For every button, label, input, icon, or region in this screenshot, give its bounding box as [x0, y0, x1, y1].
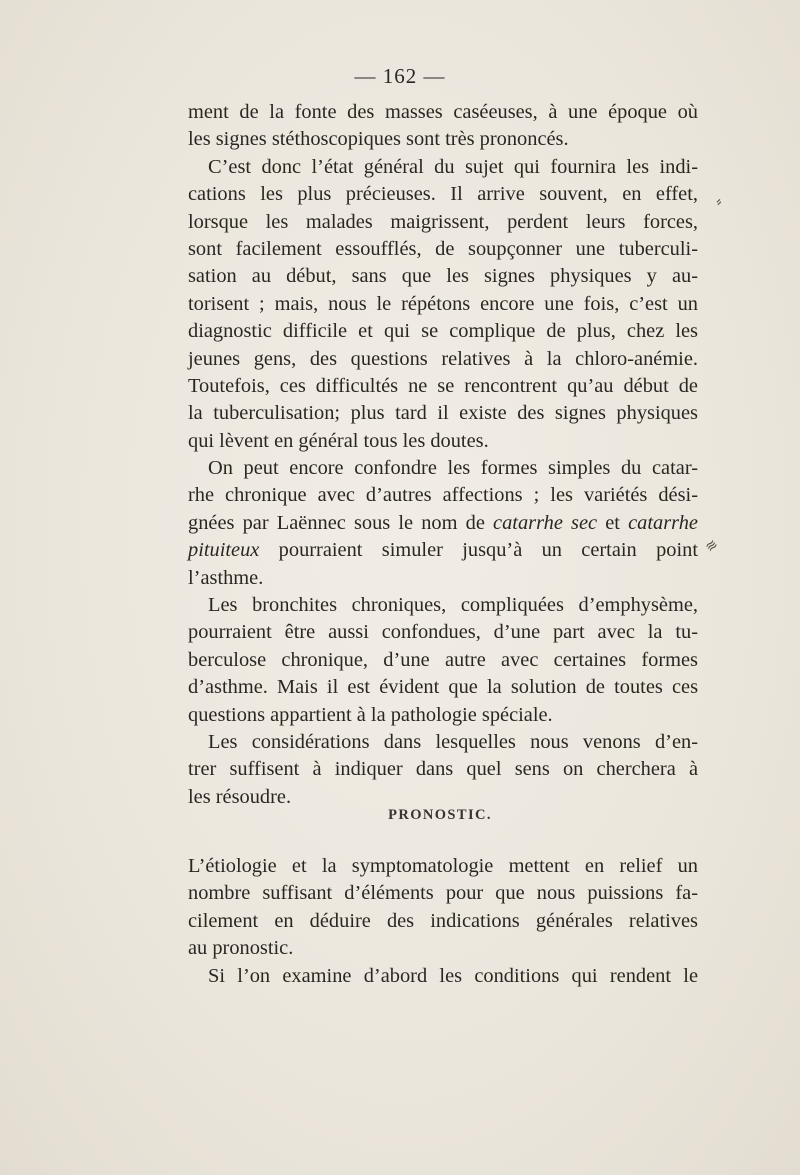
paragraph	[188, 963, 698, 990]
text-line: Les considérations dans lesquelles nous venons d’en-	[208, 730, 698, 753]
text-line: qui lèvent en général tous les doutes.	[188, 429, 489, 452]
text-segment: pourraient simuler jusqu’à un certain point	[278, 539, 698, 562]
text-segment: et	[605, 511, 620, 534]
text-segment: gnées par Laënnec sous le nom de	[188, 511, 485, 534]
text-line: l’asthme.	[188, 566, 264, 589]
margin-pencil-mark: ≋	[702, 536, 722, 556]
paragraph	[188, 592, 698, 729]
text-line: lorsque les malades maigrissent, perdent leurs forces,	[188, 210, 698, 233]
text-line: questions appartient à la pathologie spéciale.	[188, 703, 553, 726]
body-text	[188, 853, 698, 990]
text-line: d’asthme. Mais il est évident que la solution de toutes ces	[188, 676, 698, 699]
paragraph	[188, 853, 698, 963]
text-line: la tuberculisation; plus tard il existe des signes physiques	[188, 402, 698, 425]
text-line: au pronostic.	[188, 937, 294, 960]
text-line: cations les plus précieuses. Il arrive souvent, en effet,	[188, 183, 698, 206]
text-line: nombre suffisant d’éléments pour que nous puissions fa-	[188, 882, 698, 905]
paragraph	[188, 455, 698, 592]
text-line: pourraient être aussi confondues, d’une part avec la tu-	[188, 621, 698, 644]
text-line: sont facilement essoufflés, de soupçonner une tuberculi-	[188, 237, 698, 260]
text-line: Toutefois, ces difficultés ne se rencontrent qu’au début de	[188, 374, 698, 397]
text-line	[188, 510, 698, 537]
text-line: berculose chronique, d’une autre avec certaines formes	[188, 648, 698, 671]
paragraph	[188, 729, 698, 811]
text-line: les signes stéthoscopiques sont très prononcés.	[188, 128, 569, 151]
section-heading: PRONOSTIC.	[388, 807, 492, 823]
italic-term: catarrhe	[628, 511, 698, 534]
paragraph	[188, 154, 698, 455]
text-line: ment de la fonte des masses caséeuses, à une époque où	[188, 101, 698, 123]
italic-term: catarrhe sec	[493, 511, 598, 534]
italic-term: pituiteux	[188, 539, 260, 562]
text-line: les résoudre.	[188, 785, 292, 808]
text-line: Si l’on examine d’abord les conditions qui rendent le	[208, 964, 698, 987]
text-line: sation au début, sans que les signes physiques y au-	[188, 265, 698, 288]
paragraph	[188, 99, 698, 154]
text-line: torisent ; mais, nous le répétons encore une fois, c’est un	[188, 292, 698, 315]
text-line: Les bronchites chroniques, compliquées d’emphysème,	[208, 594, 698, 617]
text-line: C’est donc l’état général du sujet qui fournira les indi-	[208, 155, 698, 178]
text-line: trer suffisent à indiquer dans quel sens on cherchera à	[188, 758, 698, 781]
text-line: cilement en déduire des indications générales relatives	[188, 909, 698, 932]
page-number: — 162 —	[354, 64, 446, 88]
text-line: On peut encore confondre les formes simples du catar-	[208, 457, 698, 480]
text-line: jeunes gens, des questions relatives à la chloro-anémie.	[188, 347, 698, 370]
text-line: L’étiologie et la symptomatologie mettent en relief un	[188, 855, 698, 877]
text-line	[188, 537, 698, 564]
text-line: rhe chronique avec d’autres affections ; les variétés dési-	[188, 484, 698, 507]
text-line: diagnostic difficile et qui se complique de plus, chez les	[188, 320, 698, 343]
margin-pencil-mark: ⸗	[713, 191, 724, 211]
body-text	[188, 99, 698, 811]
